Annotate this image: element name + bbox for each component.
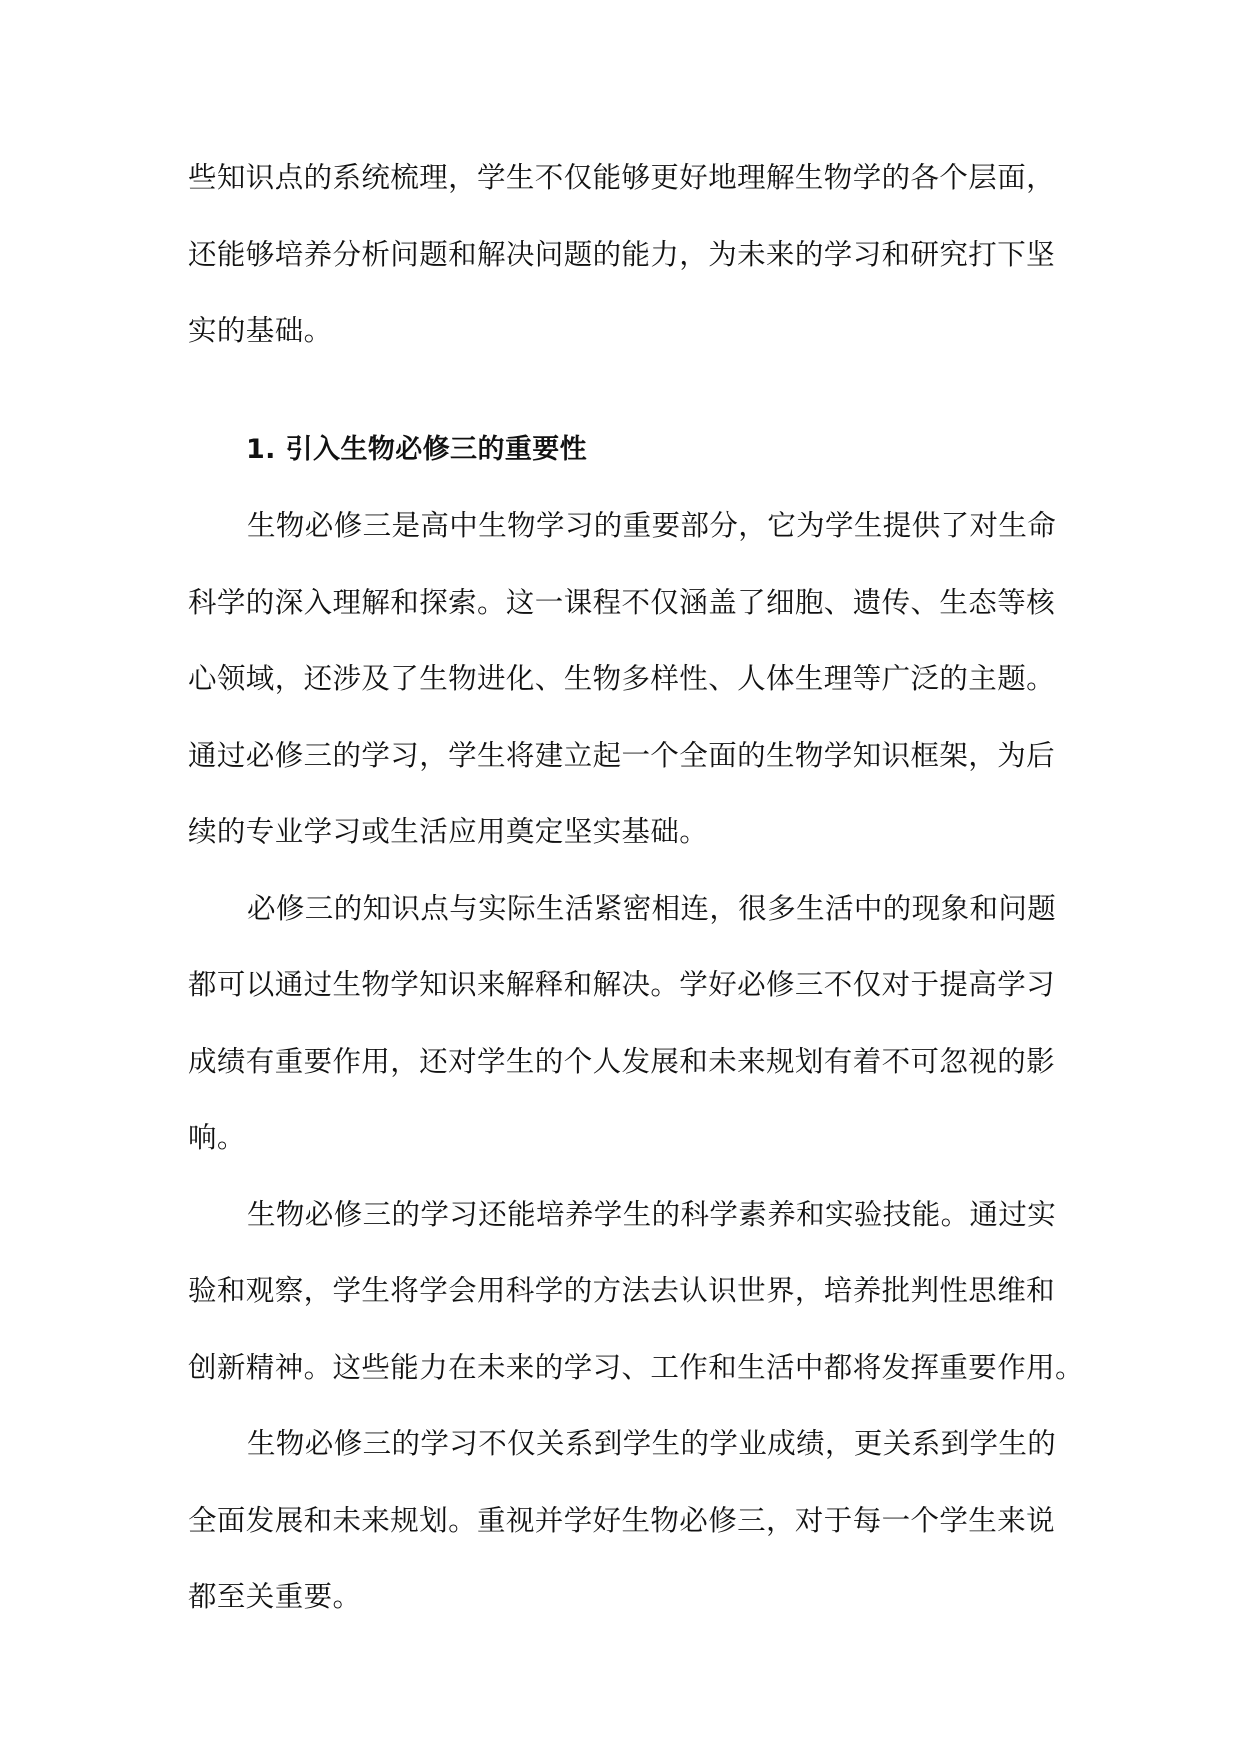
intro-paragraph: [188, 140, 1054, 370]
text-line: 些知识点的系统梳理，学生不仅能够更好地理解生物学的各个层面，: [188, 161, 1056, 194]
text-line: 还能够培养分析问题和解决问题的能力，为未来的学习和研究打下坚: [188, 237, 1056, 271]
text-line: 通过必修三的学习，学生将建立起一个全面的生物学知识框架，为后: [188, 738, 1056, 772]
text-line: 科学的深入理解和探索。这一课程不仅涵盖了细胞、遗传、生态等核: [188, 585, 1056, 619]
text-line: 生物必修三的学习还能培养学生的科学素养和实验技能。通过实: [247, 1197, 1057, 1231]
document-body: [188, 140, 1084, 1636]
section-heading: 1. 引入生物必修三的重要性: [246, 433, 588, 465]
text-line: 都可以通过生物学知识来解释和解决。学好必修三不仅对于提高学习: [188, 968, 1056, 1001]
paragraph-2: [188, 871, 1057, 1177]
text-line: 必修三的知识点与实际生活紧密相连，很多生活中的现象和问题: [247, 891, 1057, 925]
paragraph-4: [188, 1406, 1057, 1636]
paragraph-3: [188, 1177, 1084, 1407]
text-line: 全面发展和未来规划。重视并学好生物必修三，对于每一个学生来说: [188, 1503, 1056, 1537]
text-line: 实的基础。: [188, 314, 333, 347]
text-line: 成绩有重要作用，还对学生的个人发展和未来规划有着不可忽视的影: [188, 1044, 1056, 1078]
text-line: 生物必修三是高中生物学习的重要部分，它为学生提供了对生命: [247, 509, 1057, 542]
text-line: 心领域，还涉及了生物进化、生物多样性、人体生理等广泛的主题。: [188, 662, 1056, 695]
text-line: 创新精神。这些能力在未来的学习、工作和生活中都将发挥重要作用。: [188, 1350, 1084, 1384]
text-line: 生物必修三的学习不仅关系到学生的学业成绩，更关系到学生的: [247, 1427, 1057, 1460]
paragraph-1: [188, 488, 1057, 871]
text-line: 响。: [188, 1121, 246, 1154]
text-line: 都至关重要。: [188, 1580, 362, 1613]
text-line: 续的专业学习或生活应用奠定坚实基础。: [188, 815, 709, 848]
text-line: 验和观察，学生将学会用科学的方法去认识世界，培养批判性思维和: [188, 1274, 1056, 1307]
